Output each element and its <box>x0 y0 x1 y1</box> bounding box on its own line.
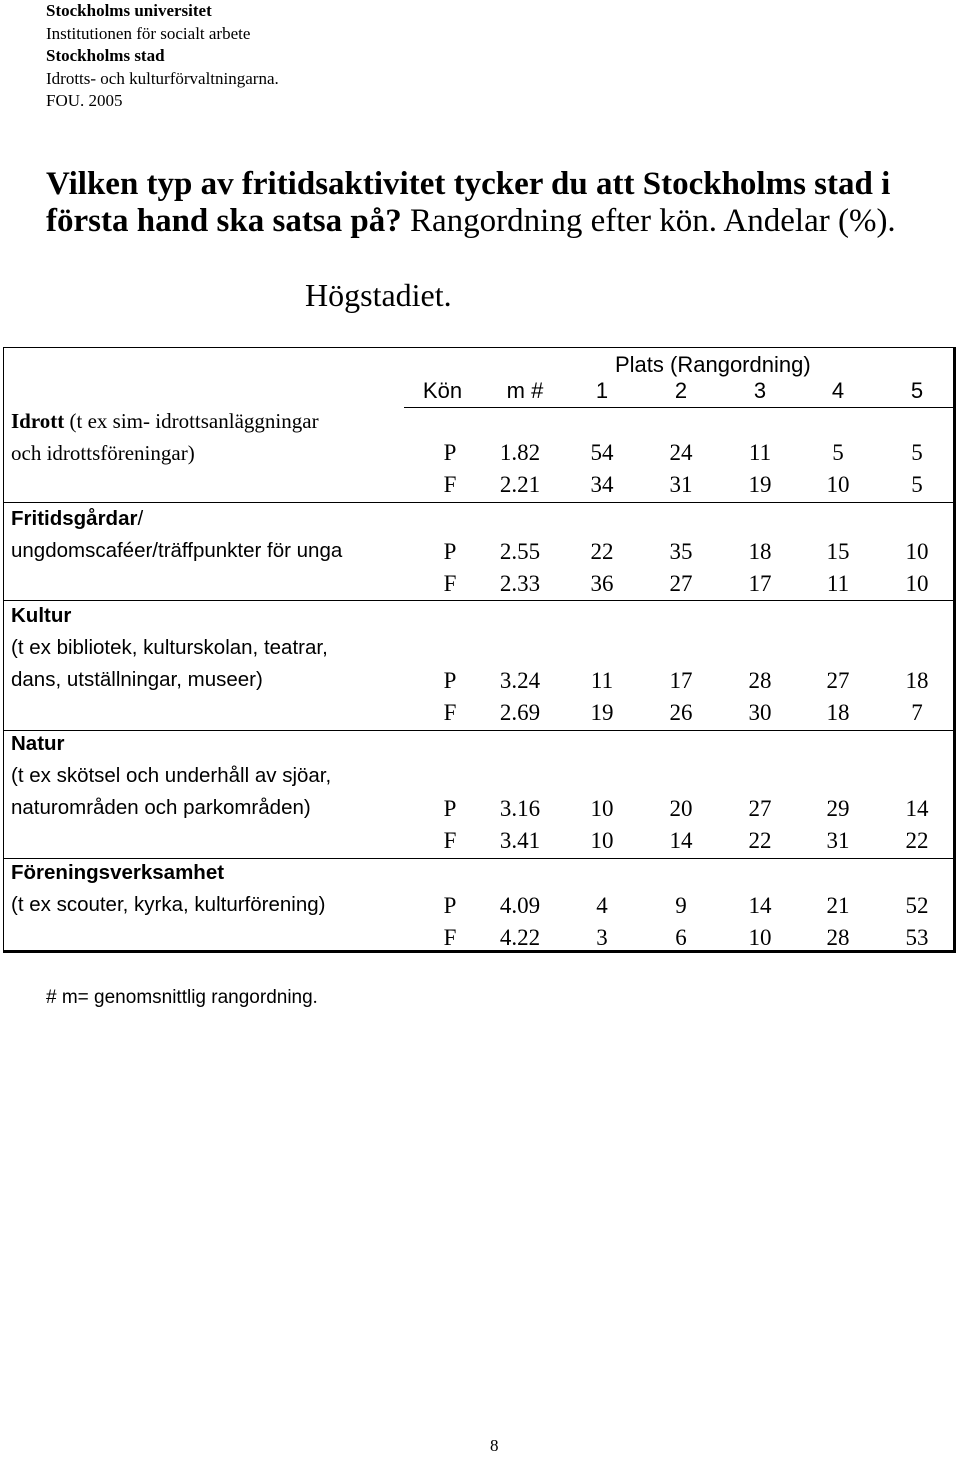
header-fou: FOU. 2005 <box>46 91 123 110</box>
rank-value: 5 <box>911 440 923 465</box>
category-idrott <box>11 405 396 469</box>
col-header-rank-3: 3 <box>753 378 767 403</box>
header-institution: Institutionen för socialt arbete <box>46 23 251 43</box>
header-divider <box>404 407 954 408</box>
section-subtitle: Högstadiet. <box>305 277 452 313</box>
rank-value: 27 <box>826 668 850 693</box>
rank-value: 10 <box>590 828 614 853</box>
category-detail: / <box>137 507 144 530</box>
rank-value: 28 <box>748 668 772 693</box>
rank-value: 15 <box>826 539 850 564</box>
mean-rank-value: 4.09 <box>499 893 541 918</box>
rank-value: 54 <box>590 440 614 465</box>
rank-value: 24 <box>669 440 693 465</box>
gender-label: F <box>443 571 457 596</box>
rank-value: 36 <box>590 571 614 596</box>
category-detail: (t ex sim- idrottsanläggningar <box>64 409 319 433</box>
mean-rank-value: 4.22 <box>499 925 541 950</box>
rank-value: 22 <box>748 828 772 853</box>
mean-rank-value: 3.24 <box>499 668 541 693</box>
col-header-rank-4: 4 <box>831 378 845 403</box>
rank-value: 53 <box>905 925 929 950</box>
rank-value: 10 <box>905 571 929 596</box>
rank-value: 27 <box>748 796 772 821</box>
rank-value: 10 <box>748 925 772 950</box>
rank-value: 31 <box>826 828 850 853</box>
rank-value: 31 <box>669 472 693 497</box>
footnote <box>46 985 317 1011</box>
rank-value: 28 <box>826 925 850 950</box>
rank-value: 14 <box>669 828 693 853</box>
category-kultur <box>11 600 396 696</box>
rank-value: 11 <box>748 440 772 465</box>
col-header-rank-5: 5 <box>910 378 924 403</box>
gender-label: P <box>443 440 457 465</box>
gender-label: P <box>443 893 457 918</box>
header-university: Stockholms universitet <box>46 1 212 20</box>
footnote-period: . <box>312 987 318 1008</box>
rank-value: 34 <box>590 472 614 497</box>
page-title <box>46 166 926 240</box>
mean-rank-value: 2.33 <box>499 571 541 596</box>
rank-value: 22 <box>905 828 929 853</box>
rank-value: 21 <box>826 893 850 918</box>
gender-label: P <box>443 796 457 821</box>
header-administration: Idrotts- och kulturförvaltningarna. <box>46 68 279 88</box>
category-title: Idrott <box>11 409 65 433</box>
rank-value: 10 <box>826 472 850 497</box>
rank-value: 26 <box>669 700 693 725</box>
rank-value: 14 <box>905 796 929 821</box>
mean-rank-value: 2.55 <box>499 539 541 564</box>
category-detail: (t ex scouter, kyrka, kulturförening) <box>11 893 326 916</box>
category-detail: och idrottsföreningar) <box>11 441 195 465</box>
category-detail: (t ex skötsel och underhåll av sjöar, <box>11 764 332 787</box>
rank-value: 5 <box>832 440 844 465</box>
gender-label: P <box>443 539 457 564</box>
rank-value: 4 <box>596 893 608 918</box>
header-city: Stockholms stad <box>46 46 165 65</box>
rank-value: 5 <box>911 472 923 497</box>
rank-value: 22 <box>590 539 614 564</box>
gender-label: F <box>443 700 457 725</box>
rank-value: 52 <box>905 893 929 918</box>
rank-value: 35 <box>669 539 693 564</box>
rank-value: 18 <box>748 539 772 564</box>
rank-value: 17 <box>669 668 693 693</box>
rank-value: 30 <box>748 700 772 725</box>
mean-rank-value: 3.16 <box>499 796 541 821</box>
col-header-rank-1: 1 <box>595 378 609 403</box>
rank-value: 27 <box>669 571 693 596</box>
document-header <box>46 0 279 113</box>
category-detail: (t ex bibliotek, kulturskolan, teatrar, <box>11 636 328 659</box>
rank-value: 18 <box>826 700 850 725</box>
plats-header: Plats (Rangordning) <box>615 352 811 377</box>
title-description: Rangordning efter kön. Andelar (%). <box>401 203 896 239</box>
category-fritidsgardar <box>11 503 396 567</box>
rank-value: 20 <box>669 796 693 821</box>
footnote-text: # m= genomsnittlig rangordning <box>46 987 313 1008</box>
rank-value: 6 <box>675 925 687 950</box>
rank-value: 10 <box>905 539 929 564</box>
rank-value: 14 <box>748 893 772 918</box>
col-header-mean: m # <box>506 378 544 403</box>
rank-value: 3 <box>596 925 608 950</box>
mean-rank-value: 3.41 <box>499 828 541 853</box>
rank-value: 9 <box>675 893 687 918</box>
title-question: Vilken typ av fritidsaktivitet tycker du att Stockholms stad i första hand ska satsa på? <box>46 166 891 239</box>
rank-value: 7 <box>911 700 923 725</box>
category-detail: dans, utställningar, museer) <box>11 668 263 691</box>
mean-rank-value: 1.82 <box>499 440 541 465</box>
page-number: 8 <box>490 1436 499 1455</box>
col-header-kon: Kön <box>422 378 463 403</box>
gender-label: F <box>443 472 457 497</box>
category-detail: ungdomscaféer/träffpunkter för unga <box>11 539 343 562</box>
gender-label: P <box>443 668 457 693</box>
rank-value: 11 <box>826 571 850 596</box>
category-detail: naturområden och parkområden) <box>11 796 311 819</box>
rank-value: 18 <box>905 668 929 693</box>
gender-label: F <box>443 828 457 853</box>
category-foreningsverksamhet <box>11 857 396 921</box>
category-title: Kultur <box>11 604 72 627</box>
category-title: Föreningsverksamhet <box>11 861 225 884</box>
mean-rank-value: 2.69 <box>499 700 541 725</box>
rank-value: 29 <box>826 796 850 821</box>
category-title: Fritidsgårdar <box>11 507 138 530</box>
rank-value: 11 <box>590 668 614 693</box>
gender-label: F <box>443 925 457 950</box>
rank-value: 19 <box>748 472 772 497</box>
category-title: Natur <box>11 732 65 755</box>
mean-rank-value: 2.21 <box>499 472 541 497</box>
col-header-rank-2: 2 <box>674 378 688 403</box>
rank-value: 10 <box>590 796 614 821</box>
category-natur <box>11 728 396 824</box>
rank-value: 19 <box>590 700 614 725</box>
rank-value: 17 <box>748 571 772 596</box>
